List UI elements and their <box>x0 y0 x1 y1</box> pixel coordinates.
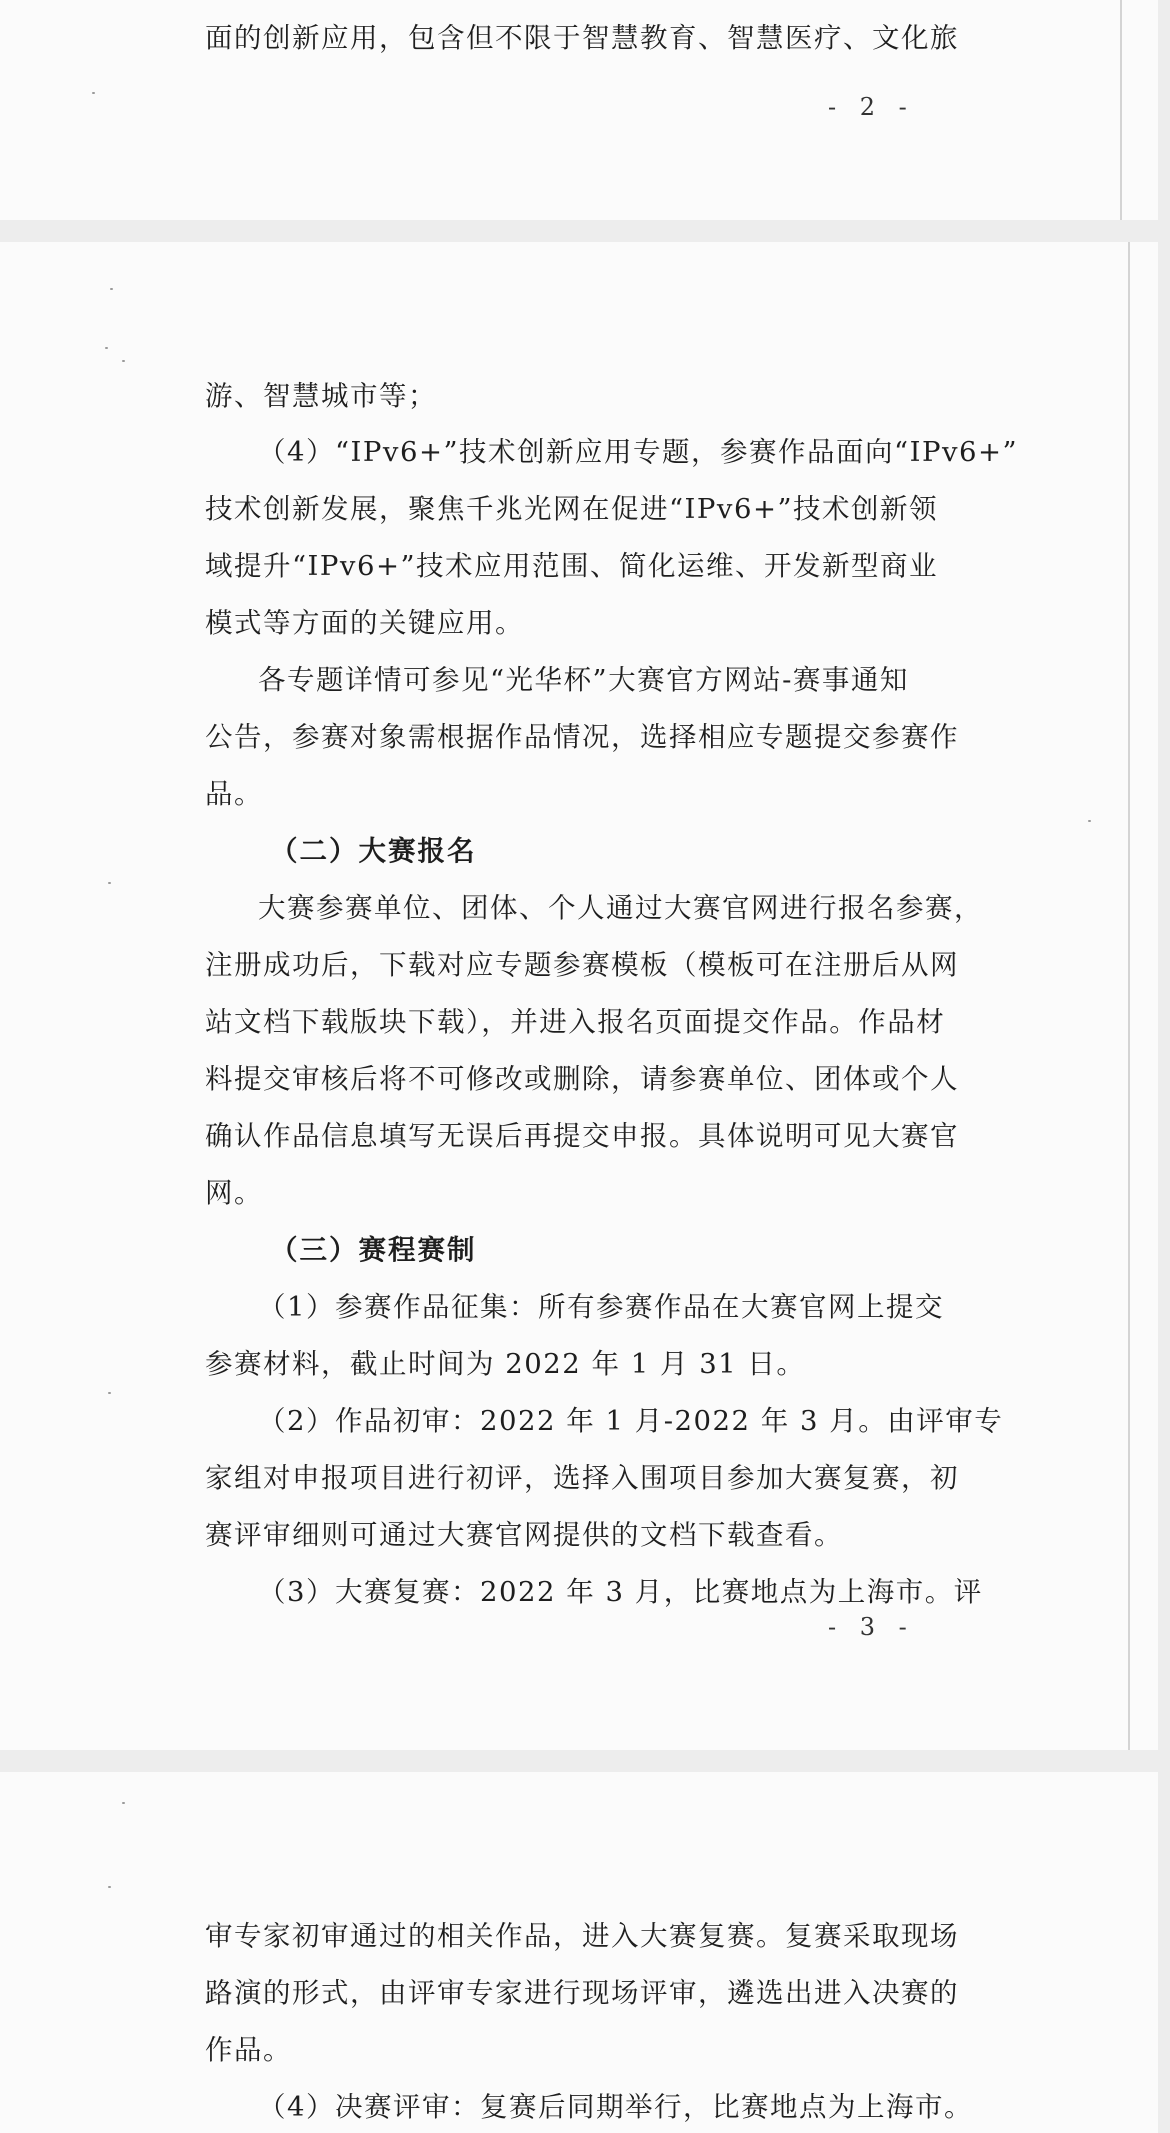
text-line: 技术创新发展，聚焦千兆光网在促进“IPv6+”技术创新领 <box>205 493 939 525</box>
document-page-4 <box>0 1772 1158 2133</box>
text-line: 游、智慧城市等； <box>205 380 437 412</box>
text-line: 模式等方面的关键应用。 <box>205 607 524 639</box>
text-line: （4）决赛评审：复赛后同期举行，比赛地点为上海市。 <box>258 2091 973 2123</box>
text-line: 网。 <box>205 1177 263 1209</box>
text-line: 料提交审核后将不可修改或删除，请参赛单位、团体或个人 <box>205 1063 959 1095</box>
text-line: 路演的形式，由评审专家进行现场评审，遴选出进入决赛的 <box>205 1977 959 2009</box>
scan-speck <box>92 92 95 94</box>
scan-speck <box>122 1802 125 1804</box>
scan-speck <box>108 1392 111 1394</box>
scan-speck <box>108 882 111 884</box>
text-line: 作品。 <box>205 2034 292 2066</box>
text-line: 家组对申报项目进行初评，选择入围项目参加大赛复赛，初 <box>205 1462 959 1494</box>
page-edge-line <box>1120 0 1122 220</box>
text-line: 品。 <box>205 778 263 810</box>
text-line: （3）大赛复赛：2022 年 3 月，比赛地点为上海市。评 <box>258 1576 983 1608</box>
text-line: 站文档下载版块下载），并进入报名页面提交作品。作品材 <box>205 1006 946 1038</box>
document-page-3 <box>0 242 1158 1750</box>
text-line: （2）作品初审：2022 年 1 月-2022 年 3 月。由评审专 <box>258 1405 1004 1437</box>
scan-speck <box>105 347 108 349</box>
section-heading: （二）大赛报名 <box>270 835 477 867</box>
text-line: 面的创新应用，包含但不限于智慧教育、智慧医疗、文化旅 <box>205 22 959 54</box>
text-line: （4）“IPv6+”技术创新应用专题，参赛作品面向“IPv6+” <box>258 436 1019 468</box>
scan-speck <box>108 1886 111 1888</box>
text-line: 公告，参赛对象需根据作品情况，选择相应专题提交参赛作 <box>205 721 959 753</box>
scan-speck <box>1088 820 1091 822</box>
text-line: 大赛参赛单位、团体、个人通过大赛官网进行报名参赛， <box>258 892 983 924</box>
text-line: 赛评审细则可通过大赛官网提供的文档下载查看。 <box>205 1519 843 1551</box>
text-line: （1）参赛作品征集：所有参赛作品在大赛官网上提交 <box>258 1291 944 1323</box>
page-number: - 3 - <box>828 1613 915 1641</box>
scan-speck <box>110 288 113 290</box>
text-line: 各专题详情可参见“光华杯”大赛官方网站-赛事通知 <box>258 664 909 696</box>
section-heading: （三）赛程赛制 <box>270 1234 477 1266</box>
text-line: 参赛材料，截止时间为 2022 年 1 月 31 日。 <box>205 1348 806 1380</box>
text-line: 注册成功后，下载对应专题参赛模板（模板可在注册后从网 <box>205 949 959 981</box>
text-line: 域提升“IPv6+”技术应用范围、简化运维、开发新型商业 <box>205 550 939 582</box>
text-line: 审专家初审通过的相关作品，进入大赛复赛。复赛采取现场 <box>205 1920 959 1952</box>
scan-speck <box>122 360 125 362</box>
text-line: 确认作品信息填写无误后再提交申报。具体说明可见大赛官 <box>205 1120 959 1152</box>
page-number: - 2 - <box>828 93 915 121</box>
page-edge-line <box>1128 242 1130 1750</box>
document-page-2 <box>0 0 1158 220</box>
